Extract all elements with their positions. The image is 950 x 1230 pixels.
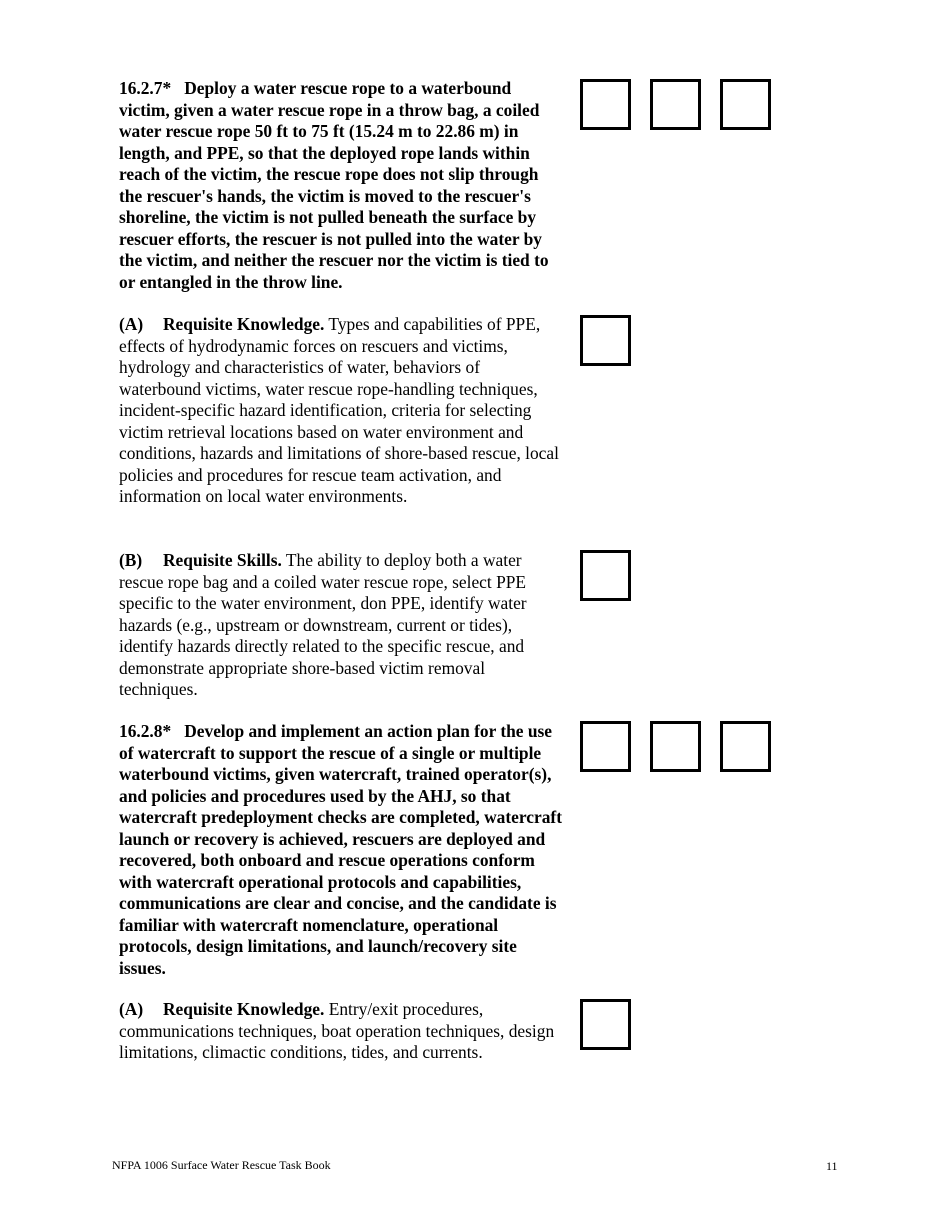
signoff-checkbox[interactable] — [720, 79, 771, 130]
signoff-checkbox[interactable] — [650, 721, 701, 772]
signoff-checkbox[interactable] — [580, 721, 631, 772]
item-label: (B) — [119, 550, 143, 570]
item-text: The ability to deploy both a water rescue rope bag and a coiled water rescue rope, select PPE specific to the water environment, don PPE, identify water hazards (e.g., upstream or downstream, current or tides), identify hazards directly related to the specific rescue, and demonstrate appropriate shore-based victim removal techniques. — [119, 550, 527, 699]
item-heading: Requisite Skills. — [163, 550, 282, 570]
requisite-knowledge-paragraph — [119, 314, 565, 508]
footer-title: NFPA 1006 Surface Water Rescue Task Book — [112, 1158, 331, 1172]
page-number: 11 — [826, 1159, 838, 1173]
item-text: Entry/exit procedures, communications techniques, boat operation techniques, design limitations, climactic conditions, tides, and currents. — [119, 999, 555, 1062]
section-number: 16.2.7* — [119, 78, 172, 98]
item-label: (A) — [119, 999, 144, 1019]
item-heading: Requisite Knowledge. — [163, 999, 325, 1019]
signoff-checkbox[interactable] — [650, 79, 701, 130]
signoff-checkbox[interactable] — [580, 79, 631, 130]
item-text: Types and capabilities of PPE, effects of hydrodynamic forces on rescuers and victims, hydrology and characteristics of water, behaviors of waterbound victims, water rescue rope-handling techniques, incident-specific hazard identification, criteria for selecting victim retrieval locations based on water environment and conditions, hazards and limitations of shore-based rescue, local policies and procedures for rescue team activation, and information on local water environments. — [119, 314, 559, 506]
section-text: Develop and implement an action plan for the use of watercraft to support the rescue of a single or multiple waterbound victims, given watercraft, trained operator(s), and policies and procedures used by the AHJ, so that watercraft predeployment checks are completed, watercraft launch or recovery is achieved, rescuers are deployed and recovered, both onboard and rescue operations conform with watercraft operational protocols and capabilities, communications are clear and concise, and the candidate is familiar with watercraft nomenclature, operational protocols, design limitations, and launch/recovery site issues. — [119, 721, 562, 978]
signoff-checkbox[interactable] — [580, 315, 631, 366]
section-text: Deploy a water rescue rope to a waterbound victim, given a water rescue rope in a throw bag, a coiled water rescue rope 50 ft to 75 ft (15.24 m to 22.86 m) in length, and PPE, so that the deployed rope lands within reach of the victim, the rescue rope does not slip through the rescuer's hands, the victim is moved to the rescuer's shoreline, the victim is not pulled beneath the surface by rescuer efforts, the rescuer is not pulled into the water by the victim, and neither the rescuer nor the victim is tied to or entangled in the throw line. — [119, 78, 549, 292]
signoff-checkbox[interactable] — [580, 550, 631, 601]
item-heading: Requisite Knowledge. — [163, 314, 325, 334]
signoff-checkbox[interactable] — [580, 999, 631, 1050]
section-16-2-7 — [119, 78, 565, 293]
item-label: (A) — [119, 314, 144, 334]
requisite-skills-paragraph — [119, 550, 565, 701]
section-16-2-8 — [119, 721, 565, 979]
requisite-knowledge-paragraph — [119, 999, 565, 1064]
signoff-checkbox[interactable] — [720, 721, 771, 772]
section-number: 16.2.8* — [119, 721, 172, 741]
